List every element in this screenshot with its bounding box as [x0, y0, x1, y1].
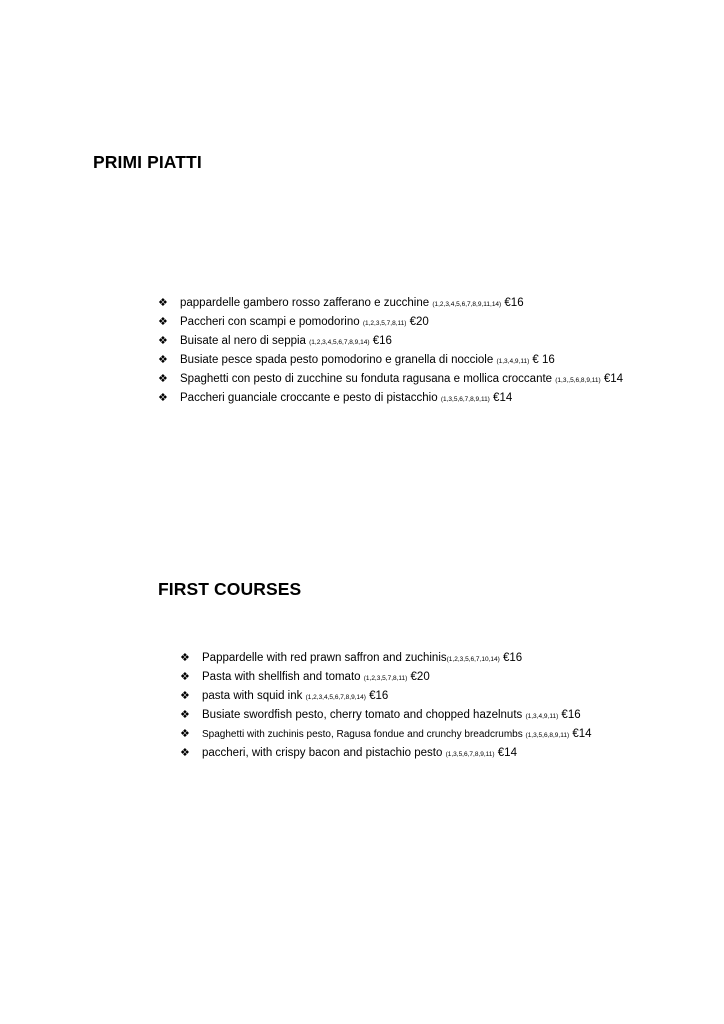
diamond-bullet-icon: ❖: [180, 747, 190, 759]
dish-name: Busiate pesce spada pesto pomodorino e granella di nocciole: [180, 354, 497, 366]
menu-item: [158, 332, 623, 351]
diamond-bullet-icon: ❖: [158, 316, 168, 328]
menu-item: [158, 370, 623, 389]
menu-item: [158, 313, 623, 332]
diamond-bullet-icon: ❖: [180, 690, 190, 702]
menu-item: [158, 351, 623, 370]
dish-name: Paccheri con scampi e pomodorino: [180, 316, 363, 328]
menu-item: [158, 389, 623, 408]
dish-name: paccheri, with crispy bacon and pistachio pesto: [202, 747, 446, 759]
dish-name: Paccheri guanciale croccante e pesto di pistacchio: [180, 392, 441, 404]
dish-price: €16: [365, 690, 389, 702]
allergen-codes: (1,3,,5,6,8,9,11): [555, 377, 601, 384]
allergen-codes: (1,3,5,6,7,8,9,11): [440, 396, 490, 403]
dish-price: €14: [569, 728, 592, 740]
diamond-bullet-icon: ❖: [158, 297, 168, 309]
diamond-bullet-icon: ❖: [180, 652, 190, 664]
dish-name: Pappardelle with red prawn saffron and zuchinis: [202, 652, 447, 664]
menu-item: [158, 294, 623, 313]
dish-name: pappardelle gambero rosso zafferano e zucchine: [180, 297, 433, 309]
menu-list-primi-piatti: [158, 294, 623, 408]
dish-price: €20: [407, 671, 430, 683]
section-title-first-courses: FIRST COURSES: [158, 579, 302, 599]
dish-price: €16: [499, 652, 523, 664]
allergen-codes: (1,2,3,4,5,6,7,8,9,14): [305, 694, 366, 701]
dish-name: Spaghetti con pesto di zucchine su fonduta ragusana e mollica croccante: [180, 373, 556, 385]
menu-list-first-courses: [180, 649, 592, 763]
allergen-codes: (1,2,3,5,6,7,10,14): [446, 656, 500, 663]
dish-price: €16: [558, 709, 581, 721]
dish-price: €20: [406, 316, 429, 328]
dish-name: Busiate swordfish pesto, cherry tomato and chopped hazelnuts: [202, 709, 526, 721]
allergen-codes: (1,2,3,4,5,6,7,8,9,11,14): [432, 301, 502, 308]
menu-item: [180, 668, 592, 687]
allergen-codes: (1,3,5,6,7,8,9,11): [445, 751, 495, 758]
diamond-bullet-icon: ❖: [158, 354, 168, 366]
diamond-bullet-icon: ❖: [158, 373, 168, 385]
section-title-primi-piatti: PRIMI PIATTI: [93, 152, 202, 172]
diamond-bullet-icon: ❖: [180, 709, 190, 721]
dish-name: pasta with squid ink: [202, 690, 306, 702]
dish-price: € 16: [529, 354, 555, 366]
dish-name: Pasta with shellfish and tomato: [202, 671, 364, 683]
dish-price: €14: [489, 392, 513, 404]
menu-item: [180, 744, 592, 763]
dish-price: €14: [600, 373, 624, 385]
diamond-bullet-icon: ❖: [158, 335, 168, 347]
dish-name: Buisate al nero di seppia: [180, 335, 310, 347]
menu-item: [180, 706, 592, 725]
dish-price: €14: [494, 747, 517, 759]
allergen-codes: (1,3,4,9,11): [496, 358, 530, 365]
allergen-codes: (1,3,4,9,11): [525, 713, 559, 720]
allergen-codes: (1,2,3,5,7,8,11): [362, 320, 407, 327]
diamond-bullet-icon: ❖: [180, 728, 190, 740]
dish-price: €16: [501, 297, 524, 309]
menu-item: [180, 687, 592, 706]
menu-item: [180, 725, 592, 744]
diamond-bullet-icon: ❖: [158, 392, 168, 404]
allergen-codes: (1,3,5,6,8,9,11): [525, 732, 570, 739]
diamond-bullet-icon: ❖: [180, 671, 190, 683]
dish-name: Spaghetti with zuchinis pesto, Ragusa fondue and crunchy breadcrumbs: [202, 729, 526, 740]
allergen-codes: (1,2,3,4,5,6,7,8,9,14): [309, 339, 370, 346]
menu-item: [180, 649, 592, 668]
dish-price: €16: [369, 335, 392, 347]
allergen-codes: (1,2,3,5,7,8,11): [363, 675, 408, 682]
